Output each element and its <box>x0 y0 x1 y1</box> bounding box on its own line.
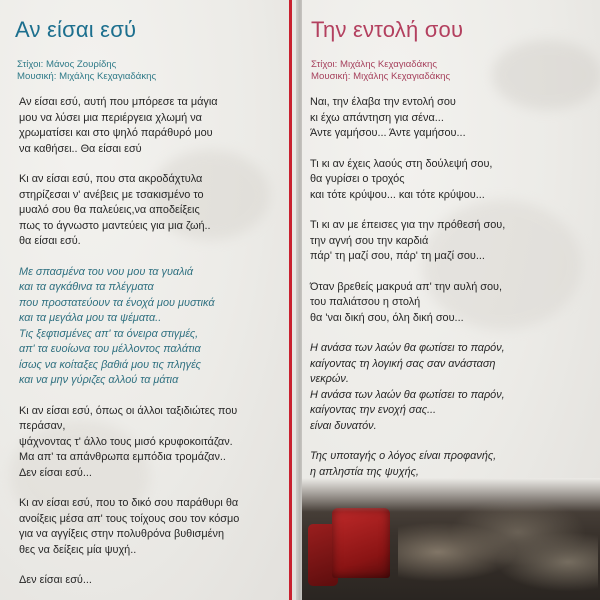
lyric-line: Τι κι αν έχεις λαούς στη δούλεψή σου, <box>310 157 493 170</box>
lyric-line: στηρίζεσαι ν' ανέβεις με τσακισμένο το <box>19 188 204 201</box>
lyric-line: Κι αν είσαι εσύ, που στα ακροδάχτυλα <box>19 173 203 185</box>
lyric-line: μυαλό σου θα παλεύεις,να αποδείξεις <box>19 204 200 216</box>
lyric-line: θα είσαι εσύ. <box>19 235 81 247</box>
divider-line-left <box>289 0 292 600</box>
lyric-line: πάρ' τη μαζί σου, πάρ' τη μαζί σου... <box>310 250 485 262</box>
lyric-line: καίγοντας την ενοχή σας... <box>310 404 437 416</box>
song-title-left: Αν είσαι εσύ <box>15 17 137 42</box>
lyric-line: περάσαν, <box>19 420 66 432</box>
stanza <box>310 341 594 434</box>
lyric-line: που προστατεύουν τα ένοχά μου μυστικά <box>19 296 215 309</box>
lyric-line: Αν είσαι εσύ, αυτή που μπόρεσε τα μάγια <box>19 96 218 108</box>
song-title-right: Την εντολή σου <box>311 17 464 42</box>
red-seat <box>332 508 390 578</box>
lyric-line: Δεν είσαι εσύ... <box>19 574 92 586</box>
lyric-line: είναι δυνατόν. <box>310 419 377 432</box>
lyric-line: ανοίξεις μέσα απ' τους τοίχους σου τον κόσμο <box>19 512 240 525</box>
lyric-line: και τα αγκάθινα τα πλέγματα <box>19 281 154 293</box>
stanza <box>19 265 294 389</box>
lyric-line: να καθήσει.. Θα είσαι εσύ <box>19 142 142 155</box>
lyricist-credit: Στίχοι: Μιχάλης Κεχαγιαδάκης <box>311 59 437 70</box>
lyric-line: χρωματίσει και στο ψηλό παράθυρό μου <box>19 127 213 139</box>
lyric-line: Μα απ' τα απάνθρωπα εμπόδια τρομάζαν.. <box>19 451 226 463</box>
lyric-line: Ναι, την έλαβα την εντολή σου <box>310 96 456 108</box>
lyric-line: η απληστία της ψυχής, <box>310 465 419 478</box>
lyric-line: θα γυρίσει ο τροχός <box>310 173 405 185</box>
stanza <box>310 157 594 204</box>
lyric-line: ψάχνοντας τ' άλλο τους μισό κρυφοκοιτάζαν. <box>19 435 233 448</box>
lyric-line: πως το άγνωστο μαντεύεις για μια ζωή.. <box>19 219 211 232</box>
stanza <box>310 218 594 265</box>
lyric-line: και να μην γύριζες αλλού τα μάτια <box>19 374 179 386</box>
lyric-line: Η ανάσα των λαών θα φωτίσει το παρόν, <box>310 342 505 354</box>
left-page <box>0 0 298 600</box>
stanza <box>19 573 294 589</box>
lyric-line: και τα μεγάλα μου τα ψέματα.. <box>19 312 162 324</box>
lyric-line: για να αγγίξεις στην πολυθρόνα βυθισμένη <box>19 528 225 540</box>
stanza <box>310 280 594 327</box>
lyric-line: Κι αν είσαι εσύ, όπως οι άλλοι ταξιδιώτες που <box>19 404 238 417</box>
lyric-line: Όταν βρεθείς μακρυά απ' την αυλή σου, <box>310 280 503 293</box>
lyric-line: Άντε γαμήσου... Άντε γαμήσου... <box>310 127 466 139</box>
stanza <box>19 404 294 482</box>
lyric-line: Τις ξεφτισμένες απ' τα όνειρα στιγμές, <box>19 327 199 340</box>
credits-right <box>311 59 450 83</box>
lyric-line: την αγνή σου την καρδιά <box>310 234 429 247</box>
lyric-line: Δεν είσαι εσύ... <box>19 466 92 479</box>
lyric-line: ίσως να κοίταξες βαθιά μου τις πληγές <box>19 358 201 371</box>
right-page <box>302 0 600 600</box>
stanza <box>310 95 594 142</box>
stanza <box>19 95 294 157</box>
lyric-line: μου να λύσει μια περιέργεια χλωμή να <box>19 111 202 124</box>
credits-left <box>17 59 156 83</box>
stanza <box>19 496 294 558</box>
composer-credit: Μουσική: Μιχάλης Κεχαγιαδάκης <box>311 71 451 82</box>
lyric-line: νεκρών. <box>310 373 349 385</box>
lyric-line: θα 'ναι δική σου, όλη δική σου... <box>310 311 464 324</box>
lyrics-right <box>310 95 594 511</box>
lyric-line: του παλιάτσου η στολή <box>310 296 421 308</box>
lyric-line: καίγοντας τη λογική σας σαν ανάσταση <box>310 357 496 370</box>
photo-fade <box>302 478 600 512</box>
lyric-line: θες να δείξεις μία ψυχή.. <box>19 543 137 556</box>
lyric-line: κι έχω απάντηση για σένα... <box>310 111 444 124</box>
lyric-line: απ' τα ευοίωνα του μέλλοντος παλάτια <box>19 343 201 355</box>
lyric-line: Τι κι αν με έπεισες για την πρόθεσή σου, <box>310 219 506 231</box>
composer-credit: Μουσική: Μιχάλης Κεχαγιαδάκης <box>17 71 157 82</box>
lyric-line: και τότε κρύψου... και τότε κρύψου... <box>310 188 485 201</box>
theater-seats-photo <box>302 478 600 600</box>
lyrics-left <box>19 95 294 600</box>
lyric-line: Της υποταγής ο λόγος είναι προφανής, <box>310 450 497 462</box>
lyric-line: Με σπασμένα του νου μου τα γυαλιά <box>19 265 194 278</box>
lyricist-credit: Στίχοι: Μάνος Ζουρίδης <box>17 59 117 70</box>
lyric-line: Η ανάσα των λαών θα φωτίσει το παρόν, <box>310 388 505 401</box>
stanza <box>19 172 294 250</box>
lyric-line: Κι αν είσαι εσύ, που το δικό σου παράθυρι θα <box>19 497 239 509</box>
